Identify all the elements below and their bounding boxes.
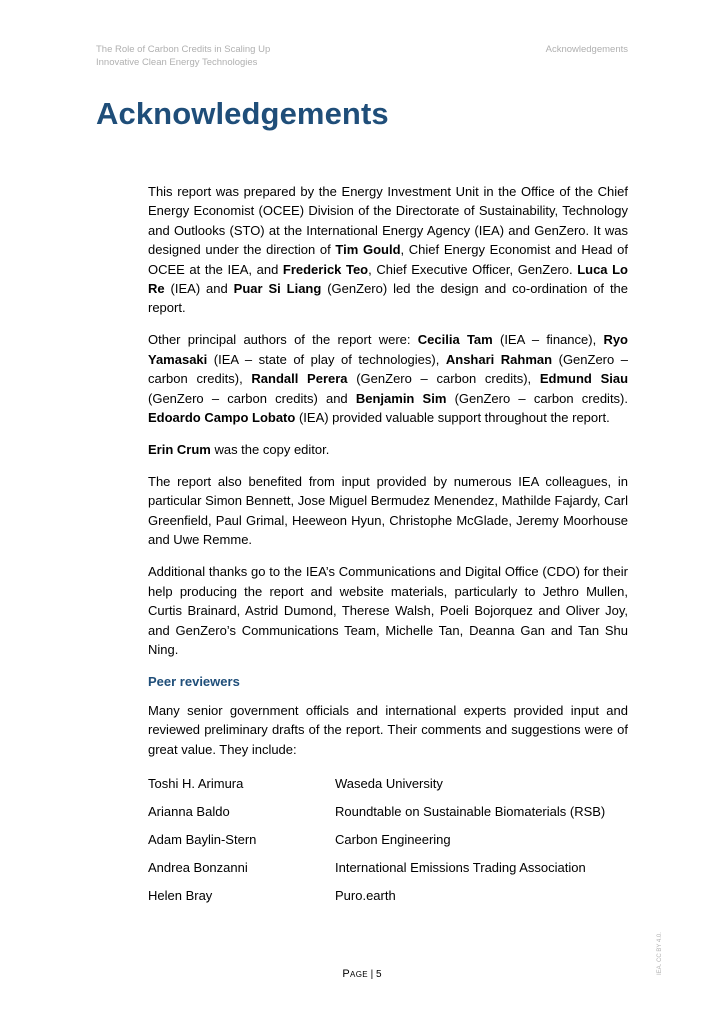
peer-reviewers-intro: Many senior government officials and international experts provided input and reviewed preliminary drafts of the report. Their comments and suggestions were of great value. They include: (148, 702, 628, 757)
text-run: This report was prepared by the Energy Investment Unit in the Office of the Chief Energy Economist (OCEE) Division of the Directorate of Sustainability, Technology and Outlooks (STO) at the International Energy Agency (IEA) and GenZero. It was designed under the direction of (148, 184, 628, 258)
reviewer-row (148, 858, 628, 886)
reviewer-row (148, 886, 628, 914)
paragraph-authors (148, 330, 628, 427)
text-run: (GenZero – carbon credits), (148, 351, 628, 387)
reviewer-organization: International Emissions Trading Association (335, 860, 586, 876)
reviewer-row (148, 830, 628, 858)
text-run: (GenZero – carbon credits), (347, 371, 540, 387)
reviewer-organization: Waseda University (335, 776, 443, 792)
bold-name: Anshari Rahman (445, 351, 553, 367)
bold-name: Edoardo Campo Lobato (148, 410, 296, 426)
bold-name: Benjamin Sim (355, 390, 447, 406)
bold-name: Edmund Siau (539, 371, 629, 387)
text-run: (IEA) and (164, 281, 234, 297)
reviewer-name: Adam Baylin-Stern (148, 832, 257, 848)
document-body (148, 182, 628, 914)
page-separator: | (367, 969, 377, 980)
report-title-line-1: The Role of Carbon Credits in Scaling Up (96, 44, 271, 55)
text-run: , Chief Energy Economist and Head of OCEE at the IEA, and (148, 242, 628, 277)
text-run: (GenZero) led the design and co-ordination of the report. (148, 281, 629, 316)
text-run: was the copy editor. (210, 442, 330, 458)
text-run: Other principal authors of the report were: (148, 332, 418, 348)
paragraph-copy-editor (148, 440, 628, 459)
bold-name: Luca Lo Re (148, 261, 628, 297)
text-run: (IEA – finance), (492, 332, 604, 348)
reviewer-row (148, 802, 628, 830)
peer-reviewers-list (148, 774, 628, 914)
text-run: , Chief Executive Officer, GenZero. (368, 261, 578, 277)
bold-name: Erin Crum (148, 442, 211, 458)
text-run: (GenZero – carbon credits) and (148, 390, 356, 406)
reviewer-organization: Carbon Engineering (335, 832, 451, 848)
reviewer-name: Toshi H. Arimura (148, 776, 244, 792)
reviewer-row (148, 774, 628, 802)
text-run: (IEA – state of play of technologies), (207, 351, 446, 367)
reviewer-name: Andrea Bonzanni (148, 860, 248, 876)
report-title-line-2: Innovative Clean Energy Technologies (96, 57, 258, 68)
page-title: Acknowledgements (96, 96, 389, 131)
paragraph-iea-colleagues: The report also benefited from input provided by numerous IEA colleagues, in particular Simon Bennett, Jose Miguel Bermudez Menendez, Mathilde Fajardy, Carl Greenfield, Paul Grimal, Heeweon Hyun, Christophe McGlade, Jeremy Moorhouse and Uwe Remme. (148, 474, 628, 548)
page-label: Page (342, 968, 368, 980)
bold-name: Ryo Yamasaki (148, 332, 628, 367)
reviewer-name: Arianna Baldo (148, 804, 230, 820)
bold-name: Cecilia Tam (417, 332, 493, 348)
running-header-report-title (96, 43, 270, 69)
paragraph-communications-thanks: Additional thanks go to the IEA’s Communications and Digital Office (CDO) for their help producing the report and website materials, particularly to Jethro Mullen, Curtis Brainard, Astrid Dumond, Therese Walsh, Poeli Bojorquez and Oliver Joy, and GenZero’s Communications Team, Michelle Tan, Deanna Gan and Tan Shu Ning. (148, 564, 628, 657)
page-number: 5 (376, 969, 382, 980)
bold-name: Puar Si Liang (233, 281, 322, 297)
license-notice: IEA. CC BY 4.0. (657, 932, 663, 975)
bold-name: Randall Perera (251, 371, 348, 387)
reviewer-name: Helen Bray (148, 888, 213, 904)
page-footer (0, 968, 724, 980)
reviewer-organization: Puro.earth (335, 888, 396, 904)
text-run: (IEA) provided valuable support throughout the report. (295, 410, 610, 426)
paragraph-preparation (148, 182, 628, 318)
peer-reviewers-heading: Peer reviewers (148, 673, 240, 689)
running-header-section: Acknowledgements (545, 44, 628, 55)
bold-name: Frederick Teo (282, 261, 369, 277)
text-run: (GenZero – carbon credits). (446, 390, 628, 406)
bold-name: Tim Gould (335, 242, 401, 258)
reviewer-organization: Roundtable on Sustainable Biomaterials (RSB) (335, 804, 606, 820)
